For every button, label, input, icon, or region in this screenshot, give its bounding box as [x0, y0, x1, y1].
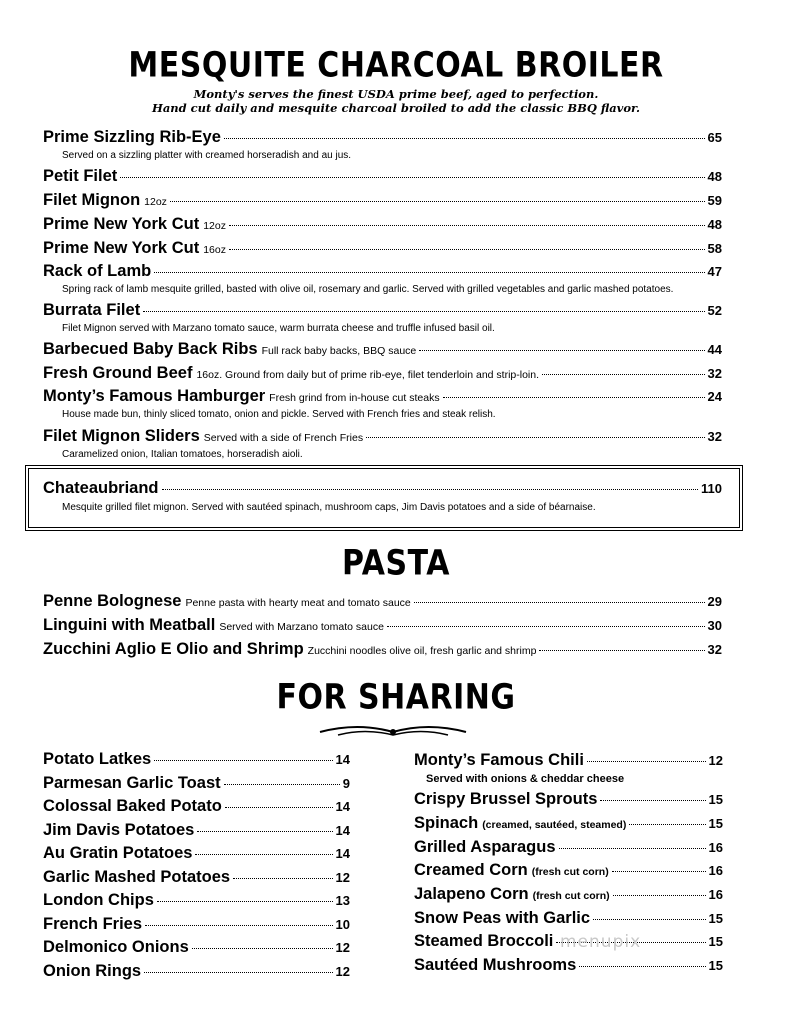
- broiler-item-price: 32: [707, 429, 722, 444]
- broiler-item: [43, 167, 722, 186]
- broiler-item-price: 52: [707, 303, 722, 318]
- sharing-right-item-price: 16: [708, 863, 723, 878]
- broiler-item-price: 24: [707, 389, 722, 404]
- leader-dots: [197, 831, 332, 832]
- broiler-item-name: Monty’s Famous Hamburger: [43, 387, 266, 405]
- broiler-item: [43, 364, 722, 383]
- broiler-item-desc: Filet Mignon served with Marzano tomato sauce, warm burrata cheese and truffle infused basil oil.: [62, 323, 495, 334]
- broiler-item-note: 12oz: [144, 196, 167, 208]
- sharing-left-item-name: Au Gratin Potatoes: [43, 844, 193, 862]
- pasta-item: [43, 592, 722, 611]
- broiler-item: [43, 239, 722, 258]
- broiler-item-price: 44: [707, 342, 722, 357]
- leader-dots: [192, 948, 333, 949]
- broiler-item-note: 16oz. Ground from daily but of prime rib-eye, filet tenderloin and strip-loin.: [196, 369, 540, 381]
- sharing-right-item-price: 16: [708, 840, 723, 855]
- pasta-item: [43, 640, 722, 659]
- sharing-left-item-price: 14: [335, 822, 350, 838]
- broiler-item-desc: Spring rack of lamb mesquite grilled, basted with olive oil, rosemary and garlic. Served with grilled vegetables and garlic mashed potatoes.: [62, 284, 674, 295]
- broiler-item-price: 48: [707, 169, 722, 184]
- featured-item-name: Chateaubriand: [43, 479, 159, 497]
- broiler-item-name: Barbecued Baby Back Ribs: [43, 340, 258, 358]
- sharing-right-item: [414, 838, 723, 857]
- leader-dots: [224, 784, 340, 785]
- pasta-item-price: 32: [707, 642, 722, 657]
- broiler-item-price: 59: [707, 193, 722, 208]
- sharing-left-item-name: Delmonico Onions: [43, 938, 189, 956]
- leader-dots: [120, 177, 704, 178]
- leader-dots: [539, 650, 704, 651]
- sharing-left-item-name: Colossal Baked Potato: [43, 797, 222, 815]
- broiler-subtitle-line1: Monty's serves the finest USDA prime beef, aged to perfection.: [193, 87, 599, 101]
- broiler-item-note: Served with a side of French Fries: [203, 432, 364, 444]
- broiler-item-price: 47: [707, 264, 722, 279]
- broiler-item-price: 32: [707, 366, 722, 381]
- broiler-item-name: Prime New York Cut: [43, 215, 200, 233]
- sharing-left-item-price: 13: [335, 893, 350, 908]
- pasta-item-note: Penne pasta with hearty meat and tomato sauce: [185, 597, 411, 609]
- sharing-right-item-price: 15: [708, 816, 723, 831]
- broiler-subtitle-line2: Hand cut daily and mesquite charcoal broiled to add the classic BBQ flavor.: [151, 101, 641, 115]
- leader-dots: [225, 807, 333, 808]
- leader-dots: [195, 854, 332, 855]
- broiler-item-name: Prime New York Cut: [43, 239, 200, 257]
- broiler-item: [43, 215, 722, 234]
- sharing-right-item: [414, 909, 723, 928]
- broiler-item-name: Petit Filet: [43, 167, 118, 185]
- leader-dots: [419, 350, 704, 351]
- leader-dots: [612, 871, 706, 872]
- sharing-left-item-name: Garlic Mashed Potatoes: [43, 867, 231, 886]
- sharing-left-item-price: 12: [335, 869, 350, 885]
- sharing-left-item: [43, 891, 350, 910]
- leader-dots: [145, 925, 332, 926]
- sharing-left-item-price: 12: [335, 963, 350, 979]
- sharing-right-item-name: Monty’s Famous Chili: [414, 751, 584, 769]
- pasta-item-name: Penne Bolognese: [43, 592, 182, 610]
- pasta-item-price: 29: [707, 594, 722, 609]
- sharing-left-item: [43, 750, 350, 769]
- sharing-left-item-name: Jim Davis Potatoes: [43, 820, 195, 839]
- broiler-item: [43, 262, 722, 281]
- leader-dots: [387, 626, 705, 627]
- sharing-left-item-price: 9: [342, 775, 350, 791]
- pasta-item: [43, 616, 722, 635]
- broiler-item: [43, 191, 722, 210]
- sharing-left-item: [43, 868, 350, 887]
- leader-dots: [629, 824, 705, 825]
- sharing-right-item-note: (fresh cut corn): [532, 890, 610, 902]
- sharing-left-item: [43, 962, 350, 981]
- broiler-item-name: Fresh Ground Beef: [43, 364, 193, 382]
- sharing-right-item-price: 15: [708, 792, 723, 807]
- broiler-item-name: Filet Mignon: [43, 191, 141, 209]
- leader-dots: [366, 437, 704, 438]
- broiler-item-name: Burrata Filet: [43, 301, 141, 319]
- sharing-left-item-price: 10: [335, 916, 350, 932]
- sharing-left-item-name: Potato Latkes: [43, 750, 152, 768]
- sharing-right-item: [414, 956, 723, 975]
- broiler-item: [43, 340, 722, 359]
- sharing-left-item: [43, 844, 350, 863]
- sharing-right-item-price: 15: [708, 958, 723, 973]
- leader-dots: [233, 878, 332, 879]
- watermark: menupix: [560, 932, 642, 952]
- broiler-title: MESQUITE CHARCOAL BROILER: [128, 45, 664, 86]
- broiler-item-name: Filet Mignon Sliders: [43, 427, 200, 445]
- sharing-left-item-price: 14: [335, 846, 350, 861]
- leader-dots: [170, 201, 705, 202]
- broiler-item-price: 58: [707, 241, 722, 256]
- leader-dots: [162, 489, 698, 490]
- broiler-item-note: Full rack baby backs, BBQ sauce: [261, 345, 417, 357]
- leader-dots: [443, 397, 705, 398]
- leader-dots: [579, 966, 705, 967]
- broiler-item: [43, 427, 722, 446]
- broiler-item-note: Fresh grind from in-house cut steaks: [269, 392, 440, 404]
- sharing-right-item-name: Crispy Brussel Sprouts: [414, 790, 598, 808]
- leader-dots: [154, 760, 332, 761]
- sharing-left-item-price: 14: [335, 752, 350, 767]
- featured-item: [43, 479, 722, 498]
- sharing-right-item-name: Snow Peas with Garlic: [414, 909, 591, 927]
- leader-dots: [229, 249, 705, 250]
- leader-dots: [593, 919, 705, 920]
- sharing-left-item-name: Onion Rings: [43, 961, 142, 980]
- sharing-title: FOR SHARING: [276, 677, 516, 718]
- broiler-item-note: 16oz: [203, 244, 226, 256]
- featured-item-desc: Mesquite grilled filet mignon. Served with sautéed spinach, mushroom caps, Jim Davis potatoes and a side of béarnaise.: [62, 502, 596, 513]
- sharing-left-item-name: London Chips: [43, 891, 154, 909]
- leader-dots: [157, 901, 333, 902]
- sharing-right-item-desc: Served with onions & cheddar cheese: [426, 773, 625, 785]
- ornamental-divider: [318, 718, 468, 740]
- pasta-item-name: Linguini with Meatball: [43, 616, 216, 634]
- sharing-left-item: [43, 797, 350, 816]
- sharing-right-item-price: 16: [708, 887, 723, 902]
- sharing-right-item-name: Spinach: [414, 814, 479, 832]
- sharing-right-item-price: 15: [708, 934, 723, 949]
- leader-dots: [587, 761, 706, 762]
- sharing-left-item: [43, 774, 350, 793]
- leader-dots: [613, 895, 706, 896]
- sharing-left-item-name: French Fries: [43, 914, 143, 933]
- sharing-right-item-name: Grilled Asparagus: [414, 838, 556, 856]
- leader-dots: [542, 374, 705, 375]
- sharing-right-item: [414, 861, 723, 880]
- featured-box: [28, 468, 740, 528]
- broiler-item-desc: Caramelized onion, Italian tomatoes, horseradish aioli.: [62, 449, 303, 460]
- leader-dots: [559, 848, 706, 849]
- featured-item-price: 110: [701, 481, 722, 496]
- sharing-left-item: [43, 915, 350, 934]
- sharing-right-item-name: Sautéed Mushrooms: [414, 956, 577, 974]
- leader-dots: [600, 800, 705, 801]
- leader-dots: [144, 972, 332, 973]
- leader-dots: [229, 225, 705, 226]
- sharing-left-item-price: 12: [335, 940, 350, 955]
- sharing-right-item-price: 12: [708, 753, 723, 768]
- sharing-right-item: [414, 751, 723, 770]
- sharing-left-item-price: 14: [335, 799, 350, 814]
- broiler-item: [43, 128, 722, 147]
- sharing-right-item-price: 15: [708, 911, 723, 926]
- sharing-right-item-name: Jalapeno Corn: [414, 885, 529, 903]
- broiler-item: [43, 387, 722, 406]
- sharing-right-item: [414, 790, 723, 809]
- broiler-item-price: 48: [707, 217, 722, 232]
- sharing-right-item-note: (creamed, sautéed, steamed): [482, 819, 627, 831]
- leader-dots: [414, 602, 705, 603]
- pasta-item-note: Served with Marzano tomato sauce: [219, 621, 384, 633]
- broiler-item-note: 12oz: [203, 220, 226, 232]
- broiler-item-name: Rack of Lamb: [43, 262, 152, 280]
- sharing-right-item: [414, 885, 723, 904]
- broiler-item-desc: House made bun, thinly sliced tomato, onion and pickle. Served with French fries and steak relish.: [62, 409, 496, 420]
- pasta-title: PASTA: [342, 543, 450, 584]
- sharing-left-item: [43, 938, 350, 957]
- sharing-left-item-name: Parmesan Garlic Toast: [43, 773, 221, 792]
- broiler-item-desc: Served on a sizzling platter with creamed horseradish and au jus.: [62, 150, 352, 161]
- sharing-right-item-name: Creamed Corn: [414, 861, 528, 879]
- broiler-item-name: Prime Sizzling Rib-Eye: [43, 128, 221, 146]
- sharing-right-item-note: (fresh cut corn): [531, 866, 609, 878]
- pasta-item-name: Zucchini Aglio E Olio and Shrimp: [43, 640, 304, 658]
- sharing-right-item: [414, 814, 723, 833]
- leader-dots: [224, 138, 705, 139]
- sharing-left-item: [43, 821, 350, 840]
- pasta-item-note: Zucchini noodles olive oil, fresh garlic and shrimp: [307, 645, 537, 657]
- leader-dots: [154, 272, 704, 273]
- leader-dots: [143, 311, 704, 312]
- sharing-right-item-name: Steamed Broccoli: [414, 932, 554, 950]
- pasta-item-price: 30: [707, 618, 722, 633]
- broiler-item: [43, 301, 722, 320]
- broiler-item-price: 65: [707, 130, 722, 145]
